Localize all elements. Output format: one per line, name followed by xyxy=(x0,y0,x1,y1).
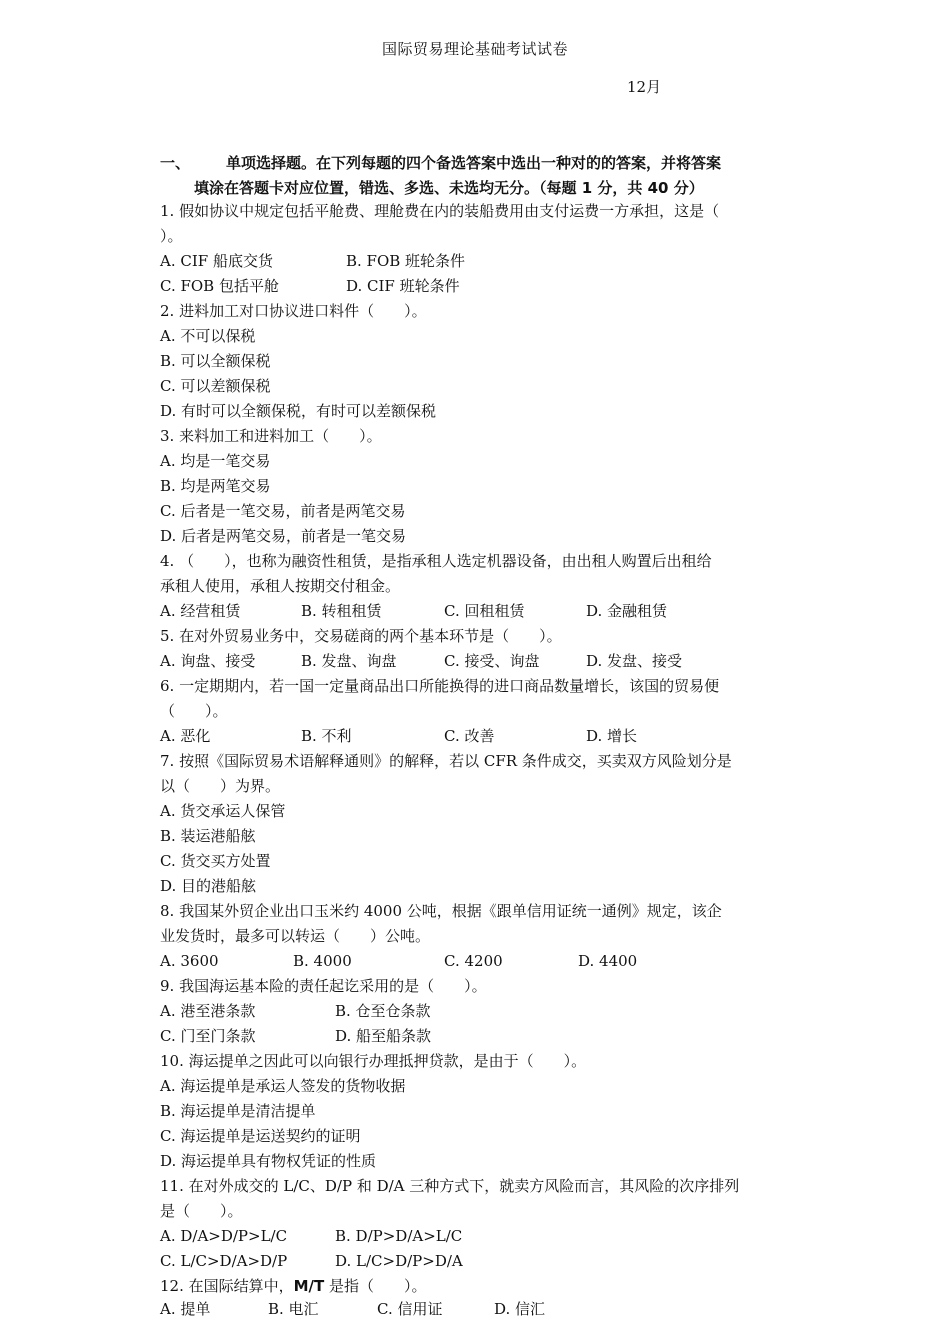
question-8-option-d: D. 4400 xyxy=(578,952,638,970)
question-8-option-b: B. 4000 xyxy=(293,952,352,970)
question-8-line-2: 业发货时，最多可以转运（ ）公吨。 xyxy=(160,927,431,945)
question-3-line-1: 3. 来料加工和进料加工（ ）。 xyxy=(160,427,382,445)
question-8-option-a: A. 3600 xyxy=(160,952,219,970)
question-12-option-b: B. 电汇 xyxy=(268,1300,319,1318)
question-6-option-d: D. 增长 xyxy=(586,727,638,745)
question-6-option-b: B. 不利 xyxy=(301,727,352,745)
question-5-line-1: 5. 在对外贸易业务中，交易磋商的两个基本环节是（ ）。 xyxy=(160,627,562,645)
question-12-option-d: D. 信汇 xyxy=(494,1300,546,1318)
question-11-line-2: 是（ ）。 xyxy=(160,1202,243,1220)
section-instructions-line-2: 填涂在答题卡对应位置，错选、多选、未选均无分。（每题 1 分，共 40 分） xyxy=(194,179,704,197)
exam-date: 12月 xyxy=(627,78,662,96)
question-12-term: M/T xyxy=(293,1277,325,1295)
question-5-option-b: B. 发盘、询盘 xyxy=(301,652,397,670)
question-1-line-1: 1. 假如协议中规定包括平舱费、理舱费在内的装船费用由支付运费一方承担，这是（ xyxy=(160,202,720,220)
question-2-option-a: A. 不可以保税 xyxy=(160,327,256,345)
question-12-line-1 xyxy=(160,1276,427,1296)
question-12-option-a: A. 提单 xyxy=(160,1300,211,1318)
question-9-option-d: D. 船至船条款 xyxy=(335,1027,432,1045)
question-1-line-2: ）。 xyxy=(160,227,183,245)
question-10-option-c: C. 海运提单是运送契约的证明 xyxy=(160,1127,361,1145)
question-2-option-d: D. 有时可以全额保税，有时可以差额保税 xyxy=(160,402,437,420)
question-11-option-d: D. L/C>D/P>D/A xyxy=(335,1252,463,1270)
question-12-text-end: 是指（ ）。 xyxy=(324,1277,427,1295)
question-9-option-a: A. 港至港条款 xyxy=(160,1002,256,1020)
question-3-option-b: B. 均是两笔交易 xyxy=(160,477,271,495)
question-4-line-2: 承租人使用，承租人按期交付租金。 xyxy=(160,577,401,595)
question-5-option-d: D. 发盘、接受 xyxy=(586,652,683,670)
question-9-option-b: B. 仓至仓条款 xyxy=(335,1002,431,1020)
question-6-option-c: C. 改善 xyxy=(444,727,495,745)
question-1-option-c: C. FOB 包括平舱 xyxy=(160,277,279,295)
question-4-line-1: 4. （ ），也称为融资性租赁，是指承租人选定机器设备，由出租人购置后出租给 xyxy=(160,552,712,570)
question-5-option-c: C. 接受、询盘 xyxy=(444,652,540,670)
question-10-line-1: 10. 海运提单之因此可以向银行办理抵押贷款，是由于（ ）。 xyxy=(160,1052,587,1070)
question-1-option-a: A. CIF 船底交货 xyxy=(160,252,273,270)
question-1-option-b: B. FOB 班轮条件 xyxy=(346,252,466,270)
question-7-option-a: A. 货交承运人保管 xyxy=(160,802,286,820)
question-10-option-b: B. 海运提单是清洁提单 xyxy=(160,1102,316,1120)
question-12-option-c: C. 信用证 xyxy=(377,1300,443,1318)
question-2-option-b: B. 可以全额保税 xyxy=(160,352,271,370)
question-7-option-c: C. 货交买方处置 xyxy=(160,852,271,870)
question-10-option-a: A. 海运提单是承运人签发的货物收据 xyxy=(160,1077,406,1095)
question-3-option-c: C. 后者是一笔交易，前者是两笔交易 xyxy=(160,502,406,520)
question-5-option-a: A. 询盘、接受 xyxy=(160,652,256,670)
question-12-text-start: 12. 在国际结算中， xyxy=(160,1277,294,1295)
question-9-line-1: 9. 我国海运基本险的责任起讫采用的是（ ）。 xyxy=(160,977,487,995)
question-1-option-d: D. CIF 班轮条件 xyxy=(346,277,460,295)
exam-title: 国际贸易理论基础考试试卷 xyxy=(381,40,568,58)
question-8-line-1: 8. 我国某外贸企业出口玉米约 4000 公吨，根据《跟单信用证统一通例》规定，该企 xyxy=(160,902,722,920)
question-8-option-c: C. 4200 xyxy=(444,952,503,970)
question-11-option-c: C. L/C>D/A>D/P xyxy=(160,1252,288,1270)
question-10-option-d: D. 海运提单具有物权凭证的性质 xyxy=(160,1152,377,1170)
question-6-line-2: （ ）。 xyxy=(160,702,228,720)
question-7-line-2: 以（ ）为界。 xyxy=(160,777,281,795)
question-6-option-a: A. 恶化 xyxy=(160,727,211,745)
section-instructions-line-1: 单项选择题。在下列每题的四个备选答案中选出一种对的的答案，并将答案 xyxy=(226,154,722,172)
section-number: 一、 xyxy=(160,154,191,172)
question-7-option-d: D. 目的港船舷 xyxy=(160,877,257,895)
question-7-option-b: B. 装运港船舷 xyxy=(160,827,256,845)
question-4-option-b: B. 转租租赁 xyxy=(301,602,382,620)
question-11-line-1: 11. 在对外成交的 L/C、D/P 和 D/A 三种方式下，就卖方风险而言，其风险的次序排列 xyxy=(160,1177,740,1195)
question-3-option-a: A. 均是一笔交易 xyxy=(160,452,271,470)
question-3-option-d: D. 后者是两笔交易，前者是一笔交易 xyxy=(160,527,407,545)
question-2-line-1: 2. 进料加工对口协议进口料件（ ）。 xyxy=(160,302,427,320)
question-2-option-c: C. 可以差额保税 xyxy=(160,377,271,395)
question-6-line-1: 6. 一定期期内，若一国一定量商品出口所能换得的进口商品数量增长，该国的贸易便 xyxy=(160,677,720,695)
question-9-option-c: C. 门至门条款 xyxy=(160,1027,256,1045)
question-4-option-d: D. 金融租赁 xyxy=(586,602,668,620)
question-11-option-a: A. D/A>D/P>L/C xyxy=(160,1227,288,1245)
question-7-line-1: 7. 按照《国际贸易术语解释通则》的解释，若以 CFR 条件成交，买卖双方风险划分是 xyxy=(160,752,732,770)
question-11-option-b: B. D/P>D/A>L/C xyxy=(335,1227,463,1245)
question-4-option-c: C. 回租租赁 xyxy=(444,602,525,620)
question-4-option-a: A. 经营租赁 xyxy=(160,602,241,620)
